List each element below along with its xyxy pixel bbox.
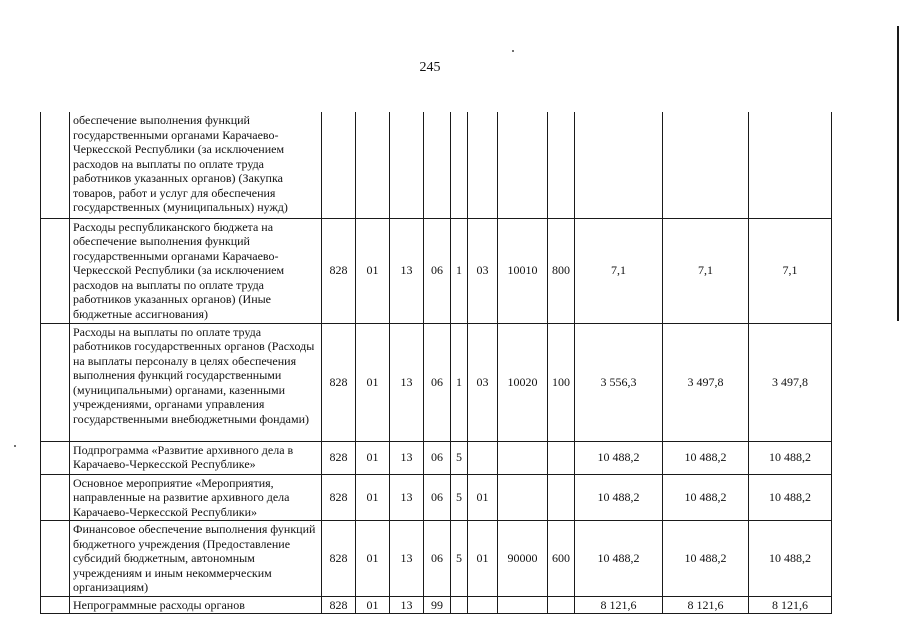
cell-y3: 10 488,2 [749, 474, 832, 521]
table-row [41, 218, 832, 323]
cell-prg [424, 112, 451, 218]
row-index-cell [41, 474, 70, 521]
cell-prg: 06 [424, 441, 451, 474]
cell-pr: 13 [390, 323, 424, 441]
expense-name-cell: обеспечение выполнения функций государственными органами Карачаево-Черкесской Республики (за исключением расходов на выплаты по оплате труда работников указанных органов) (Закупка товаров, работ и услуг для обеспечения государственных (муниципальных) нужд) [70, 112, 322, 218]
cell-osn [468, 596, 498, 614]
cell-osn [468, 112, 498, 218]
table-row [41, 441, 832, 474]
cell-prg: 06 [424, 218, 451, 323]
cell-y2 [663, 112, 749, 218]
cell-osn [468, 441, 498, 474]
cell-pr: 13 [390, 218, 424, 323]
cell-y2: 3 497,8 [663, 323, 749, 441]
cell-prg: 06 [424, 521, 451, 597]
cell-y3: 7,1 [749, 218, 832, 323]
cell-y1: 10 488,2 [575, 441, 663, 474]
cell-vr [548, 474, 575, 521]
row-index-cell [41, 112, 70, 218]
expense-name-cell: Подпрограмма «Развитие архивного дела в Карачаево-Черкесской Республике» [70, 441, 322, 474]
scan-speck [14, 445, 16, 447]
cell-sub: 5 [451, 521, 468, 597]
cell-sub: 5 [451, 441, 468, 474]
cell-rz: 01 [356, 521, 390, 597]
cell-pr [390, 112, 424, 218]
cell-y1 [575, 112, 663, 218]
cell-pr: 13 [390, 596, 424, 614]
cell-napr [498, 441, 548, 474]
cell-prg: 99 [424, 596, 451, 614]
cell-pr: 13 [390, 521, 424, 597]
cell-osn: 01 [468, 474, 498, 521]
cell-prg: 06 [424, 474, 451, 521]
cell-napr [498, 474, 548, 521]
cell-gr: 828 [322, 323, 356, 441]
cell-prg: 06 [424, 323, 451, 441]
cell-y1: 7,1 [575, 218, 663, 323]
budget-table [40, 112, 832, 614]
cell-napr: 10010 [498, 218, 548, 323]
cell-y1: 10 488,2 [575, 521, 663, 597]
cell-y3 [749, 112, 832, 218]
cell-gr: 828 [322, 441, 356, 474]
cell-gr: 828 [322, 474, 356, 521]
cell-rz: 01 [356, 441, 390, 474]
row-index-cell [41, 521, 70, 597]
cell-y2: 8 121,6 [663, 596, 749, 614]
row-index-cell [41, 596, 70, 614]
cell-osn: 03 [468, 218, 498, 323]
cell-rz [356, 112, 390, 218]
page-number: 245 [419, 60, 441, 75]
cell-sub [451, 112, 468, 218]
scan-speck [512, 50, 514, 52]
cell-pr: 13 [390, 441, 424, 474]
cell-osn: 03 [468, 323, 498, 441]
cell-napr: 90000 [498, 521, 548, 597]
cell-sub: 1 [451, 323, 468, 441]
table-row [41, 323, 832, 441]
cell-y3: 10 488,2 [749, 441, 832, 474]
row-index-cell [41, 323, 70, 441]
cell-gr [322, 112, 356, 218]
cell-rz: 01 [356, 596, 390, 614]
cell-sub: 1 [451, 218, 468, 323]
cell-y2: 10 488,2 [663, 521, 749, 597]
cell-y2: 10 488,2 [663, 474, 749, 521]
cell-vr: 100 [548, 323, 575, 441]
cell-rz: 01 [356, 323, 390, 441]
cell-y1: 10 488,2 [575, 474, 663, 521]
scan-edge-line [897, 26, 899, 321]
cell-gr: 828 [322, 596, 356, 614]
table-row [41, 521, 832, 597]
expense-name-cell: Расходы на выплаты по оплате труда работников государственных органов (Расходы на выплаты персоналу в целях обеспечения выполнения функций государственными (муниципальными) органами, казенными учреждениями, органами управления государственными внебюджетными фондами) [70, 323, 322, 441]
cell-gr: 828 [322, 521, 356, 597]
cell-rz: 01 [356, 474, 390, 521]
expense-name-cell: Финансовое обеспечение выполнения функций бюджетного учреждения (Предоставление субсидий бюджетным, автономным учреждениям и иным некоммерческим организациям) [70, 521, 322, 597]
cell-y3: 8 121,6 [749, 596, 832, 614]
cell-vr: 800 [548, 218, 575, 323]
cell-y3: 3 497,8 [749, 323, 832, 441]
cell-napr: 10020 [498, 323, 548, 441]
table-row [41, 596, 832, 614]
cell-vr: 600 [548, 521, 575, 597]
cell-napr [498, 596, 548, 614]
cell-vr [548, 596, 575, 614]
expense-name-cell: Непрограммные расходы органов [70, 596, 322, 614]
cell-vr [548, 112, 575, 218]
cell-y1: 8 121,6 [575, 596, 663, 614]
cell-sub [451, 596, 468, 614]
row-index-cell [41, 218, 70, 323]
cell-napr [498, 112, 548, 218]
table-row [41, 474, 832, 521]
cell-y2: 10 488,2 [663, 441, 749, 474]
cell-vr [548, 441, 575, 474]
cell-osn: 01 [468, 521, 498, 597]
cell-sub: 5 [451, 474, 468, 521]
expense-name-cell: Расходы республиканского бюджета на обеспечение выполнения функций государственными органами Карачаево-Черкесской Республики (за исключением расходов на выплаты по оплате труда работников указанных органов) (Иные бюджетные ассигнования) [70, 218, 322, 323]
cell-y2: 7,1 [663, 218, 749, 323]
cell-rz: 01 [356, 218, 390, 323]
cell-gr: 828 [322, 218, 356, 323]
expense-name-cell: Основное мероприятие «Мероприятия, направленные на развитие архивного дела Карачаево-Черкесской Республики» [70, 474, 322, 521]
cell-y3: 10 488,2 [749, 521, 832, 597]
cell-y1: 3 556,3 [575, 323, 663, 441]
row-index-cell [41, 441, 70, 474]
table-row [41, 112, 832, 218]
cell-pr: 13 [390, 474, 424, 521]
